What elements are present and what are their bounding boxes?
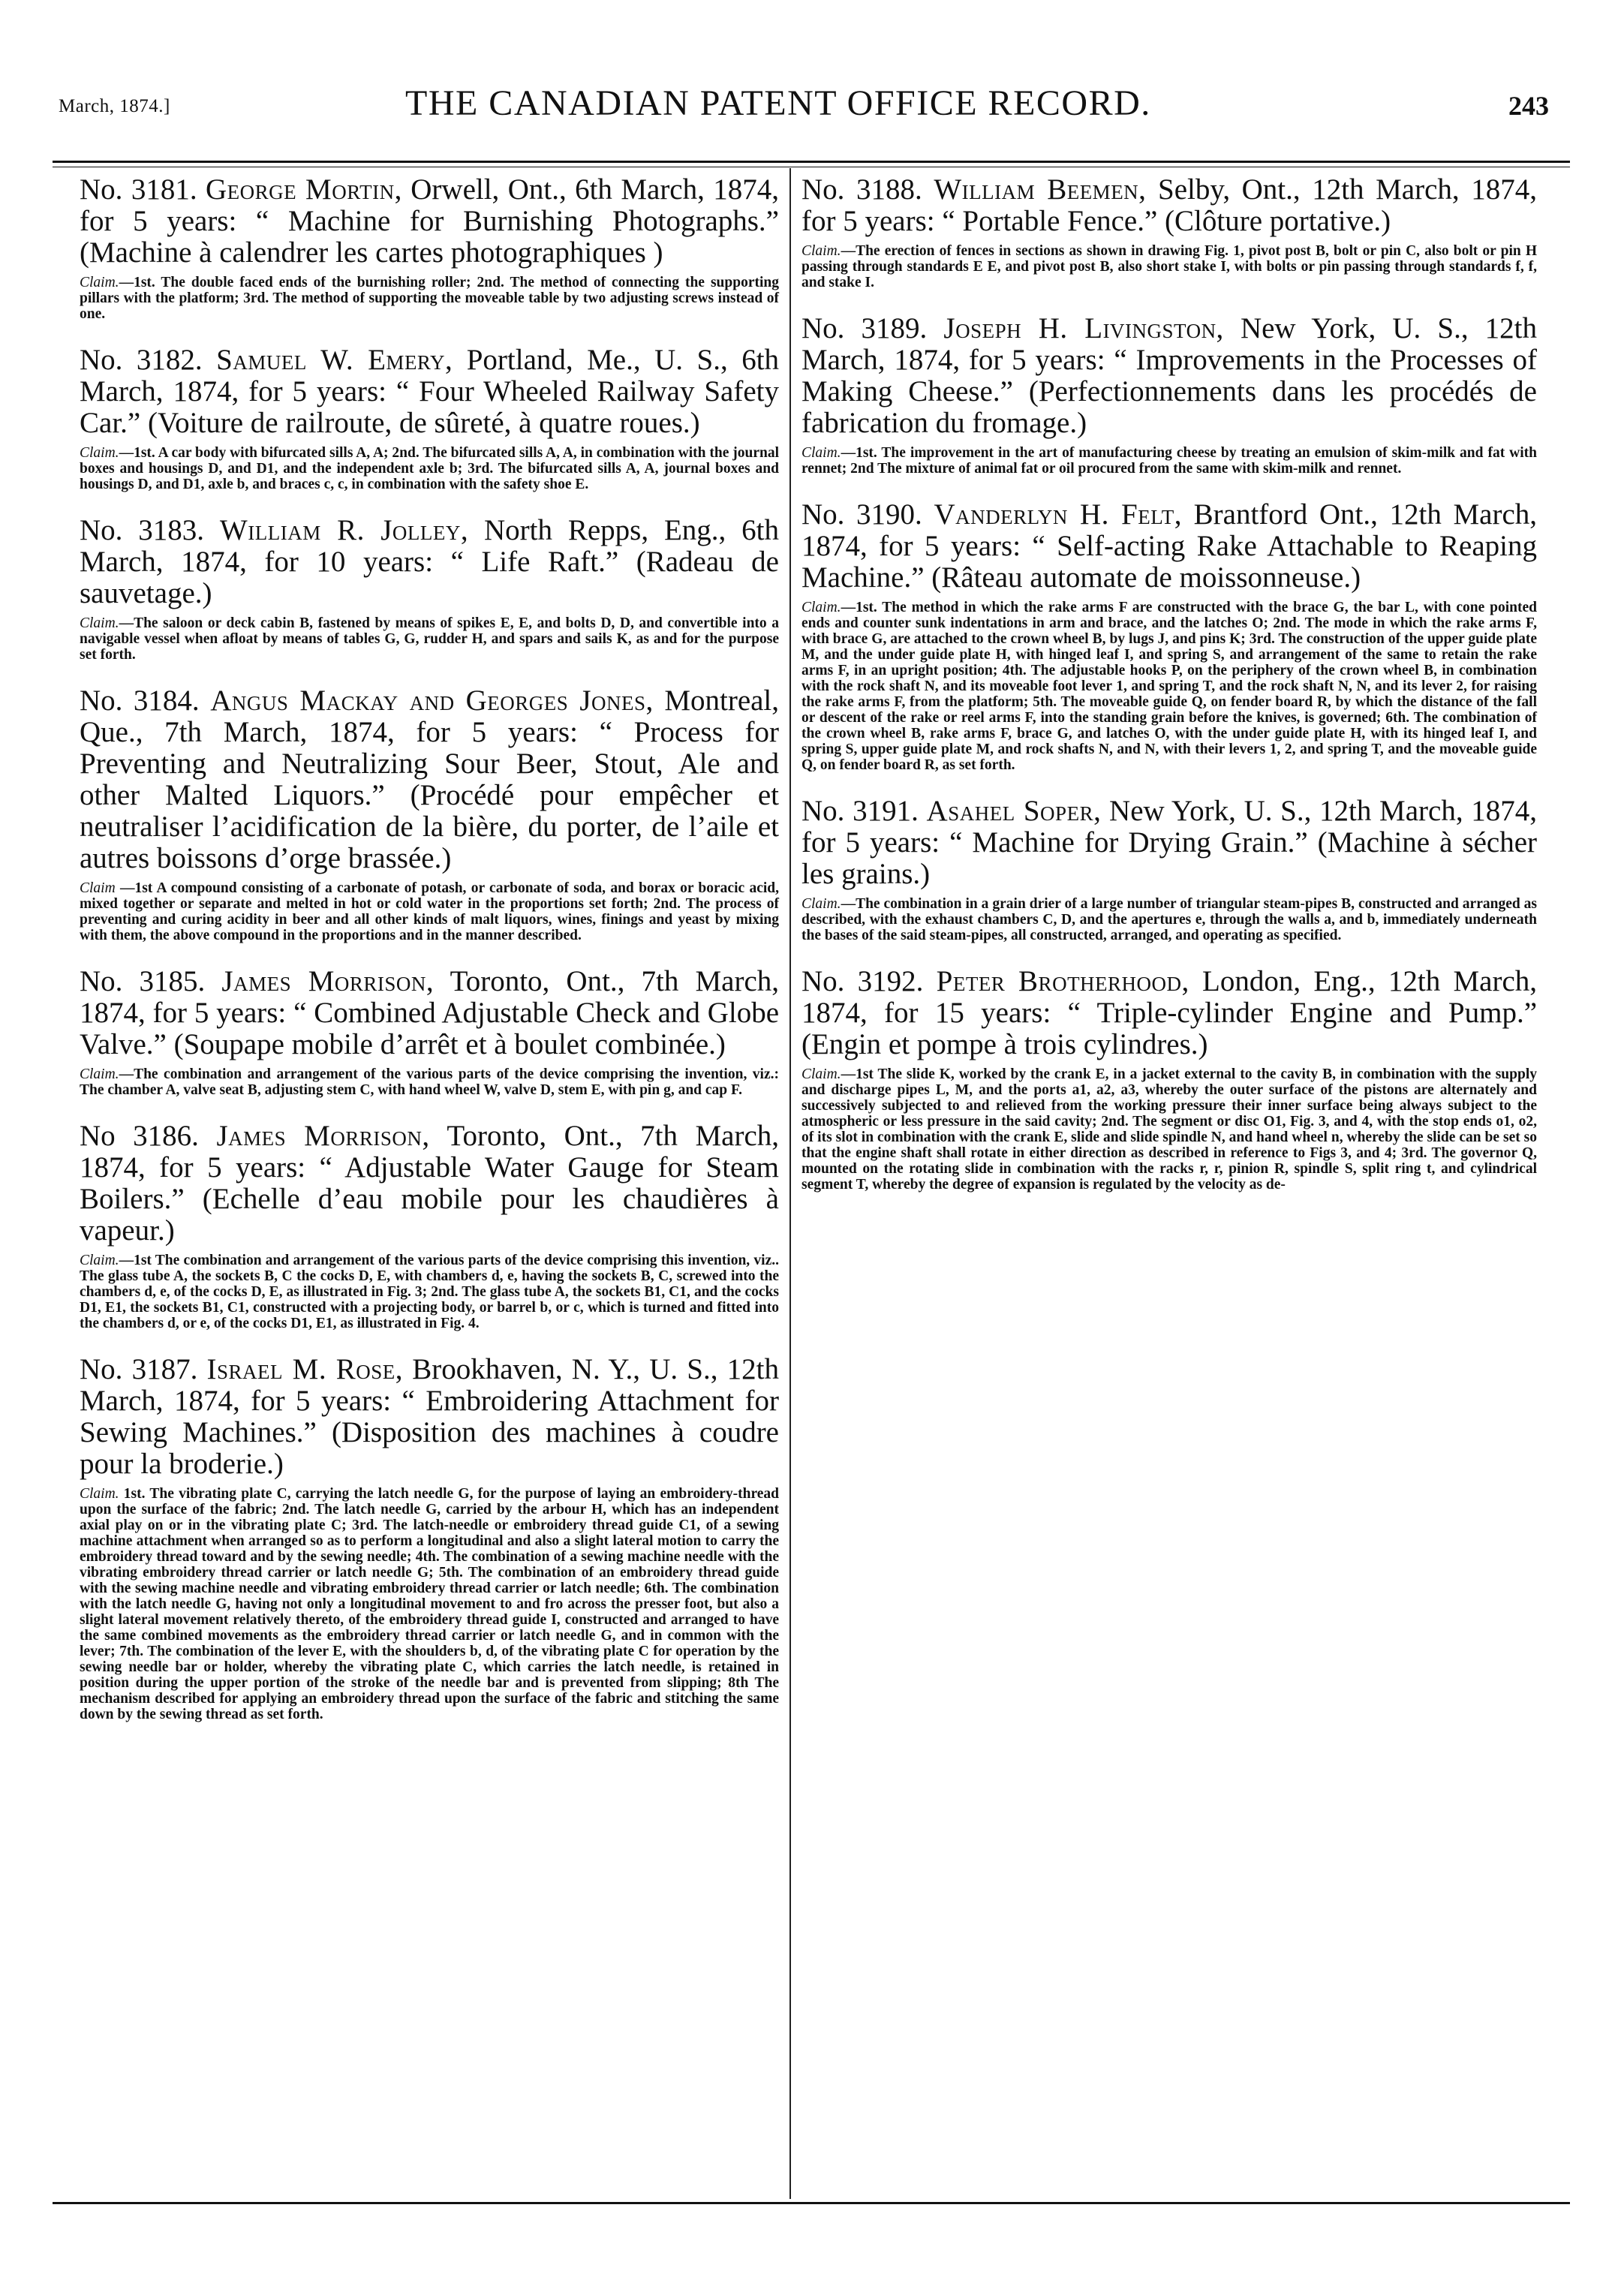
entry-number: No. 3181. [80, 173, 197, 206]
claim-text: —1st. The double faced ends of the burnishing roller; 2nd. The method of connecting the supporting pillars with the platform; 3rd. The method of supporting the moveable table by two adjusting screws instead of one. [80, 275, 779, 322]
patent-entry-3188 [801, 174, 1537, 290]
entry-inventor: William Beemen, [934, 173, 1147, 206]
entry-claim [80, 445, 779, 492]
claim-lead: Claim. [80, 1066, 119, 1082]
entry-claim [80, 615, 779, 663]
patent-entry-3187 [80, 1354, 779, 1722]
claim-lead: Claim. [801, 600, 841, 615]
entry-heading [80, 174, 779, 269]
entry-details: Selby, Ont., 12th March, 1874, for 5 years: “ Portable Fence.” (Clôture portative.) [801, 173, 1537, 237]
entry-heading [80, 1354, 779, 1480]
entry-number: No. 3191. [801, 795, 919, 827]
entry-details: Montreal, Que., 7th March, 1874, for 5 years: “ Process for Preventing and Neutralizing Sour Beer, Stout, Ale and other Malted Liquors.” (Procédé pour empêcher et neutraliser l’acidification de la bière, du porter, de l’aile et autres boissons d’orge brassée.) [80, 684, 780, 874]
page-number: 243 [1508, 91, 1549, 121]
claim-text: —1st The combination and arrangement of the various parts of the device comprising this invention, viz.. The glass tube A, the sockets B, C the cocks D, E, with chambers d, e, having the sockets B, C, screwed into the chambers d, e, of the cocks D, E, as illustrated in Fig. 3; 2nd. The glass tube A, the sockets B1, C1, and the cocks D1, E1, the sockets B1, C1, constructed with a projecting body, or barrel b, or c, which is turned and fitted into the chambers d, or e, of the cocks D1, E1, as illustrated in Fig. 4. [80, 1253, 779, 1331]
entry-number: No. 3192. [801, 965, 924, 997]
entry-claim [801, 445, 1537, 477]
patent-entry-3186 [80, 1120, 779, 1331]
entry-inventor: George Mortin, [205, 173, 402, 206]
entry-heading [801, 966, 1537, 1060]
claim-lead: Claim. [801, 1066, 841, 1082]
entry-heading [801, 499, 1537, 594]
entry-details: Toronto, Ont., 7th March, 1874, for 5 years: “ Combined Adjustable Check and Globe Valve.” (Soupape mobile d’arrêt et à boulet combinée.) [80, 965, 780, 1060]
patent-entry-3191 [801, 796, 1537, 943]
claim-lead: Claim. [80, 615, 119, 631]
entry-details: New York, U. S., 12th March, 1874, for 5 years: “ Machine for Drying Grain.” (Machine à sécher les grains.) [801, 795, 1538, 890]
patent-entry-3190 [801, 499, 1537, 773]
claim-text: —1st. A car body with bifurcated sills A, A; 2nd. The bifurcated sills A, A, in combination with the journal boxes and housings D, and D1, and the independent axle b; 3rd. The bifurcated sills A, A, journal boxes and housings D, and D1, axle b, and braces c, c, in combination with the safety shoe E. [80, 445, 780, 492]
entry-number: No. 3184. [80, 684, 200, 717]
entry-claim [80, 880, 779, 943]
entry-number: No. 3187. [80, 1353, 198, 1385]
claim-lead: Claim. [80, 445, 119, 461]
entry-heading [80, 515, 779, 609]
entry-claim [80, 1253, 779, 1331]
entry-number: No 3186. [80, 1120, 199, 1152]
entry-inventor: Peter Brotherhood, [936, 965, 1189, 997]
entry-inventor: Vanderlyn H. Felt, [934, 498, 1182, 531]
patent-entry-3182 [80, 344, 779, 492]
right-column [801, 174, 1537, 1215]
claim-lead: Claim. [80, 1486, 119, 1502]
entry-details: Brookhaven, N. Y., U. S., 12th March, 1874, for 5 years: “ Embroidering Attachment for Sewing Machines.” (Disposition des machines à coudre pour la broderie.) [80, 1353, 780, 1480]
claim-text: —The saloon or deck cabin B, fastened by means of spikes E, E, and bolts D, D, and convertible into a navigable vessel when afloat by means of tables G, G, rudder H, and spars and sails K, as and for the purpose set forth. [80, 615, 779, 663]
entry-heading [801, 796, 1537, 890]
entry-details: London, Eng., 12th March, 1874, for 15 years: “ Triple-cylinder Engine and Pump.” (Engin et pompe à trois cylindres.) [801, 965, 1538, 1060]
entry-heading [80, 344, 779, 439]
entry-details: New York, U. S., 12th March, 1874, for 5 years: “ Improvements in the Processes of Making Cheese.” (Perfectionnements dans les procédés de fabrication du fromage.) [801, 312, 1538, 439]
entry-inventor: James Morrison, [221, 965, 435, 997]
entry-heading [801, 313, 1537, 439]
patent-entry-3185 [80, 966, 779, 1098]
entry-claim [801, 1066, 1537, 1193]
entry-number: No. 3183. [80, 514, 205, 546]
entry-claim [801, 600, 1537, 773]
entry-claim [801, 896, 1537, 943]
entry-number: No. 3182. [80, 344, 203, 376]
claim-text: —The combination and arrangement of the various parts of the device comprising the invention, viz.: The chamber A, valve seat B, adjusting stem C, with hand wheel W, valve D, stem E, with pin g, and cap F. [80, 1066, 779, 1098]
entry-inventor: Samuel W. Emery, [216, 344, 453, 376]
entry-details: North Repps, Eng., 6th March, 1874, for 10 years: “ Life Raft.” (Radeau de sauvetage.) [80, 514, 780, 609]
claim-text: —1st. The method in which the rake arms F are constructed with the brace G, the bar L, with cone pointed ends and counter sunk indentations in arm and brace, and the latches O; 2nd. The mode in which the rake arms F, with brace G, are attached to the crown wheel B, by lugs J, and pins K; 3rd. The construction of the upper guide plate M, and the under guide plate H, with hinged leaf I, and spring S, and arrangement of the same to retain the rake arms F, in an upright position; 4th. The adjustable hooks P, on the periphery of the crown wheel B, in combination with the rock shaft N, and its moveable foot lever 1, and spring T, and the rock shaft N, N, and its lever 2, for raising the rake arms F, from the platform; 5th. The moveable guide Q, on fender board R, by which the distance of the fall or descent of the rake or reel arms F, into the standing grain before the knives, is governed; 6th. The combination of the crown wheel B, rake arms F, brace G, and latches O, with the under guide plate H, with its hinged leaf I, and spring S, upper guide plate M, and rock shafts N, and N, with their levers 1, 2, and spring T, and the moveable guide Q, on fender board R, as set forth. [801, 600, 1537, 773]
entry-number: No. 3188. [801, 173, 922, 206]
entry-inventor: Asahel Soper, [926, 795, 1102, 827]
patent-entry-3183 [80, 515, 779, 663]
header-rule [53, 161, 1570, 167]
patent-entry-3181 [80, 174, 779, 322]
claim-text: —1st A compound consisting of a carbonate of potash, or carbonate of soda, and borax or boracic acid, mixed together or separate and melted in hot or cold water in the proportions set forth; 2nd. The process of preventing and curing acidity in beer and all other kinds of malt liquors, wines, finings and yeast by mixing with them, the above compound in the proportions and in the manner described. [80, 880, 779, 943]
left-column [80, 174, 779, 1745]
entry-claim [80, 1066, 779, 1098]
entry-inventor: Angus Mackay and Georges Jones, [210, 684, 654, 717]
entry-inventor: Joseph H. Livingston, [943, 312, 1224, 344]
header-title: THE CANADIAN PATENT OFFICE RECORD. [405, 83, 1151, 123]
entry-claim [80, 1486, 779, 1722]
patent-entry-3184 [80, 685, 779, 943]
header-date: March, 1874.] [59, 96, 170, 116]
claim-text: —The erection of fences in sections as shown in drawing Fig. 1, pivot post B, bolt or pin C, also bolt or pin H passing through standards E E, and pivot post B, also short stake I, with bolts or pin passing through standards f, f, and stake I. [801, 243, 1537, 290]
entry-number: No. 3185. [80, 965, 206, 997]
entry-details: Toronto, Ont., 7th March, 1874, for 5 years: “ Adjustable Water Gauge for Steam Boilers.” (Echelle d’eau mobile pour les chaudières à vapeur.) [80, 1120, 780, 1247]
claim-lead: Claim. [801, 896, 841, 912]
patent-entry-3192 [801, 966, 1537, 1193]
entry-heading [801, 174, 1537, 237]
claim-lead: Claim. [801, 243, 841, 259]
claim-text: 1st. The vibrating plate C, carrying the latch needle G, for the purpose of laying an embroidery-thread upon the surface of the fabric; 2nd. The latch needle G, carried by the arbour H, which has an independent axial play on or in the vibrating plate C; 3rd. The latch-needle or embroidery thread guide C1, of a sewing machine attachment when arranged so as to perform a longitudinal and also a slight lateral motion to carry the embroidery thread toward and by the sewing needle; 4th. The combination of a sewing machine needle with the vibrating embroidery thread carrier or latch needle G; 5th. The combination of an embroidery thread guide with the sewing machine needle and vibrating embroidery thread carrier or latch needle; 6th. The combination with the latch needle G, having not only a longitudinal movement to and fro across the presser foot, but also a slight lateral movement relatively thereto, of the embroidery thread guide I, constructed and arranged to have the same combined movements as the embroidery thread carrier or latch needle G, and in common with the lever; 7th. The combination of the lever E, with the shoulders b, d, of the vibrating plate C for operation by the sewing needle bar or holder, whereby the vibrating plate C, which carries the latch needle, is retained in position during the upper portion of the stroke of the needle bar and is prevented from slipping; 8th The mechanism described for applying an embroidery thread upon the surface of the fabric and stitching the same down by the sewing thread as set forth. [80, 1486, 779, 1722]
entry-number: No. 3189. [801, 312, 928, 344]
entry-claim [80, 275, 779, 322]
claim-text: —1st The slide K, worked by the crank E, in a jacket external to the cavity B, in combination with the supply and discharge pipes L, M, and the ports a1, a2, a3, whereby the outer surface of the pistons are alternately and successively subjected to and relieved from the working pressure their inner surface being always subject to the atmospheric or less pressure in the said cavity; 2nd. The segment or disc O1, Fig. 3, and 4, with the stop ends o1, o2, of its slot in combination with the crank E, slide and slide spindle N, and hand wheel n, whereby the slide can be set so that the engine shaft shall rotate in either direction as described in reference to Figs 3, and 4; 3rd. The governor Q, mounted on the rotating slide in combination with the racks r, r, pinion R, spindle S, split ring t, and cylindrical segment T, whereby the degree of expansion is regulated by the velocity as de- [801, 1066, 1537, 1193]
claim-text: —The combination in a grain drier of a large number of triangular steam-pipes B, constructed and arranged as described, with the exhaust chambers C, D, and the apertures e, through the walls a, and b, immediately underneath the bases of the said steam-pipes, all constructed, arranged, and operating as specified. [801, 896, 1537, 943]
claim-lead: Claim. [80, 275, 119, 290]
entry-number: No. 3190. [801, 498, 922, 531]
claim-lead: Claim. [801, 445, 841, 461]
entry-inventor: Israel M. Rose, [206, 1353, 404, 1385]
entry-details: Portland, Me., U. S., 6th March, 1874, for 5 years: “ Four Wheeled Railway Safety Car.” (Voiture de railroute, de sûreté, à quatre roues.) [80, 344, 780, 439]
column-divider [789, 168, 791, 2199]
entry-inventor: James Morrison, [216, 1120, 430, 1152]
claim-lead: Claim. [80, 1253, 119, 1268]
entry-heading [80, 685, 779, 874]
entry-details: Brantford Ont., 12th March, 1874, for 5 years: “ Self-acting Rake Attachable to Reaping Machine.” (Râteau automate de moissonneuse.) [801, 498, 1538, 594]
patent-entry-3189 [801, 313, 1537, 477]
entry-details: Orwell, Ont., 6th March, 1874, for 5 years: “ Machine for Burnishing Photographs.” (Machine à calendrer les cartes photographiques ) [80, 173, 780, 269]
entry-inventor: William R. Jolley, [219, 514, 469, 546]
claim-lead: Claim [80, 880, 116, 896]
claim-text: —1st. The improvement in the art of manufacturing cheese by treating an emulsion of skim-milk and fat with rennet; 2nd The mixture of animal fat or oil procured from the same with skim-milk and rennet. [801, 445, 1537, 477]
footer-rule [53, 2202, 1570, 2204]
entry-heading [80, 1120, 779, 1247]
entry-claim [801, 243, 1537, 290]
entry-heading [80, 966, 779, 1060]
